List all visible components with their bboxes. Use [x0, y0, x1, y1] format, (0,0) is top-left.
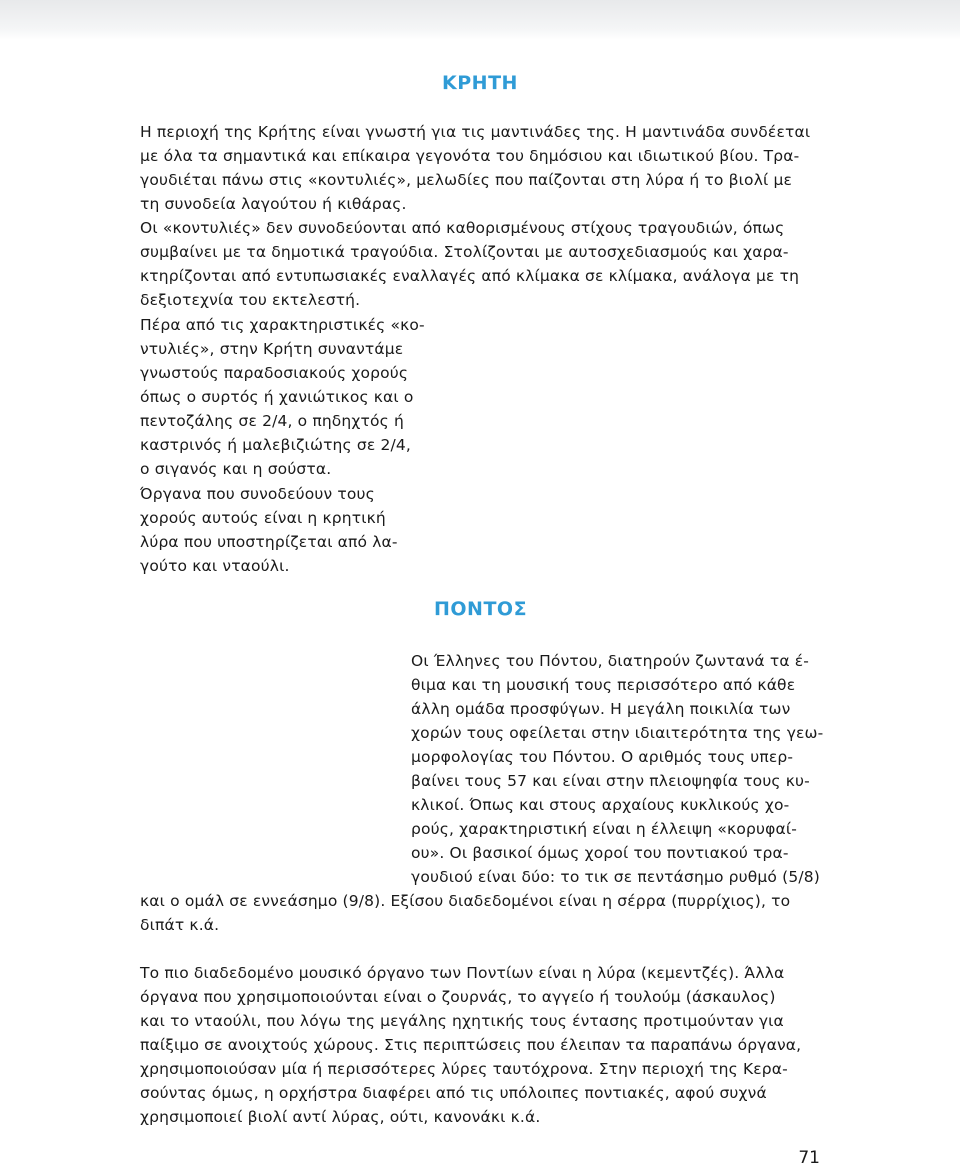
- text-line: χρησιμοποιεί βιολί αντί λύρας, ούτι, κανονάκι κ.ά.: [140, 1108, 541, 1126]
- text-line: και ο ομάλ σε εννεάσημο (9/8). Εξίσου διαδεδομένοι είναι η σέρρα (πυρρίχιος), το: [140, 892, 791, 910]
- text-line: θιμα και τη μουσική τους περισσότερο από κάθε: [411, 676, 796, 694]
- section-title-crete: ΚΡΗΤΗ: [442, 72, 518, 94]
- crete-paragraph-mantinades: [140, 120, 822, 312]
- text-line: Η περιοχή της Κρήτης είναι γνωστή για τις μαντινάδες της. Η μαντινάδα συνδέεται: [140, 123, 811, 141]
- text-line: Το πιο διαδεδομένο μουσικό όργανο των Ποντίων είναι η λύρα (κεμεντζές). Άλλα: [140, 964, 785, 982]
- text-line: κλικοί. Όπως και στους αρχαίους κυκλικούς χο-: [411, 796, 790, 814]
- text-line: πεντοζάλης σε 2/4, ο πηδηχτός ή: [140, 412, 404, 430]
- text-line: γουδιέται πάνω στις «κοντυλιές», μελωδίες που παίζονται στη λύρα ή το βιολί με: [140, 171, 793, 189]
- text-line: και το νταούλι, που λόγω της μεγάλης ηχητικής τους έντασης προτιμούνταν για: [140, 1012, 784, 1030]
- text-line: χορών τους οφείλεται στην ιδιαιτερότητα της γεω-: [411, 724, 824, 742]
- text-line: ου». Οι βασικοί όμως χοροί του ποντιακού τρα-: [411, 844, 789, 862]
- text-line: τη συνοδεία λαγούτου ή κιθάρας.: [140, 195, 407, 213]
- text-line: βαίνει τους 57 και είναι στην πλειοψηφία τους κυ-: [411, 772, 810, 790]
- text-line: χορούς αυτούς είναι η κρητική: [140, 509, 386, 527]
- text-line: ντυλιές», στην Κρήτη συναντάμε: [140, 340, 404, 358]
- text-line: όργανα που χρησιμοποιούνται είναι ο ζουρνάς, το αγγείο ή τουλούμ (άσκαυλος): [140, 988, 776, 1006]
- text-line: χρησιμοποιούσαν μία ή περισσότερες λύρες ταυτόχρονα. Στην περιοχή της Κερα-: [140, 1060, 788, 1078]
- pontos-paragraph-instruments: [140, 961, 822, 1129]
- text-line: Όργανα που συνοδεύουν τους: [140, 485, 375, 503]
- crete-paragraph-instruments: [140, 482, 425, 578]
- text-line: διπάτ κ.ά.: [140, 916, 220, 934]
- text-line: όπως ο συρτός ή χανιώτικος και ο: [140, 388, 414, 406]
- text-line: γούτο και νταούλι.: [140, 557, 290, 575]
- text-line: άλλη ομάδα προσφύγων. Η μεγάλη ποικιλία των: [411, 700, 791, 718]
- text-line: κτηρίζονται από εντυπωσιακές εναλλαγές από κλίμακα σε κλίμακα, ανάλογα με τη: [140, 267, 800, 285]
- text-line: σούντας όμως, η ορχήστρα διαφέρει από τις υπόλοιπες ποντιακές, αφού συχνά: [140, 1084, 767, 1102]
- text-line: ρούς, χαρακτηριστική είναι η έλλειψη «κορυφαί-: [411, 820, 797, 838]
- text-line: καστρινός ή μαλεβιζιώτης σε 2/4,: [140, 436, 411, 454]
- text-line: γουδιού είναι δύο: το τικ σε πεντάσημο ρυθμό (5/8): [411, 868, 820, 886]
- crete-paragraph-dances: [140, 313, 425, 481]
- text-line: δεξιοτεχνία του εκτελεστή.: [140, 291, 361, 309]
- text-line: Οι «κοντυλιές» δεν συνοδεύονται από καθορισμένους στίχους τραγουδιών, όπως: [140, 219, 785, 237]
- page-number: 71: [798, 1148, 820, 1168]
- text-line: με όλα τα σημαντικά και επίκαιρα γεγονότα του δημόσιου και ιδιωτικού βίου. Τρα-: [140, 147, 800, 165]
- pontos-paragraph-dances-continued: [140, 889, 822, 937]
- text-line: λύρα που υποστηρίζεται από λα-: [140, 533, 398, 551]
- text-line: συμβαίνει με τα δημοτικά τραγούδια. Στολίζονται με αυτοσχεδιασμούς και χαρα-: [140, 243, 789, 261]
- text-line: παίξιμο σε ανοιχτούς χώρους. Στις περιπτώσεις που έλειπαν τα παραπάνω όργανα,: [140, 1036, 802, 1054]
- header-band: [0, 0, 960, 40]
- text-line: ο σιγανός και η σούστα.: [140, 460, 332, 478]
- text-line: Οι Έλληνες του Πόντου, διατηρούν ζωντανά τα έ-: [411, 652, 810, 670]
- section-title-pontos: ΠΟΝΤΟΣ: [434, 598, 528, 620]
- pontos-paragraph-dances: [411, 649, 824, 889]
- text-line: γνωστούς παραδοσιακούς χορούς: [140, 364, 409, 382]
- text-line: Πέρα από τις χαρακτηριστικές «κο-: [140, 316, 425, 334]
- text-line: μορφολογίας του Πόντου. Ο αριθμός τους υπερ-: [411, 748, 794, 766]
